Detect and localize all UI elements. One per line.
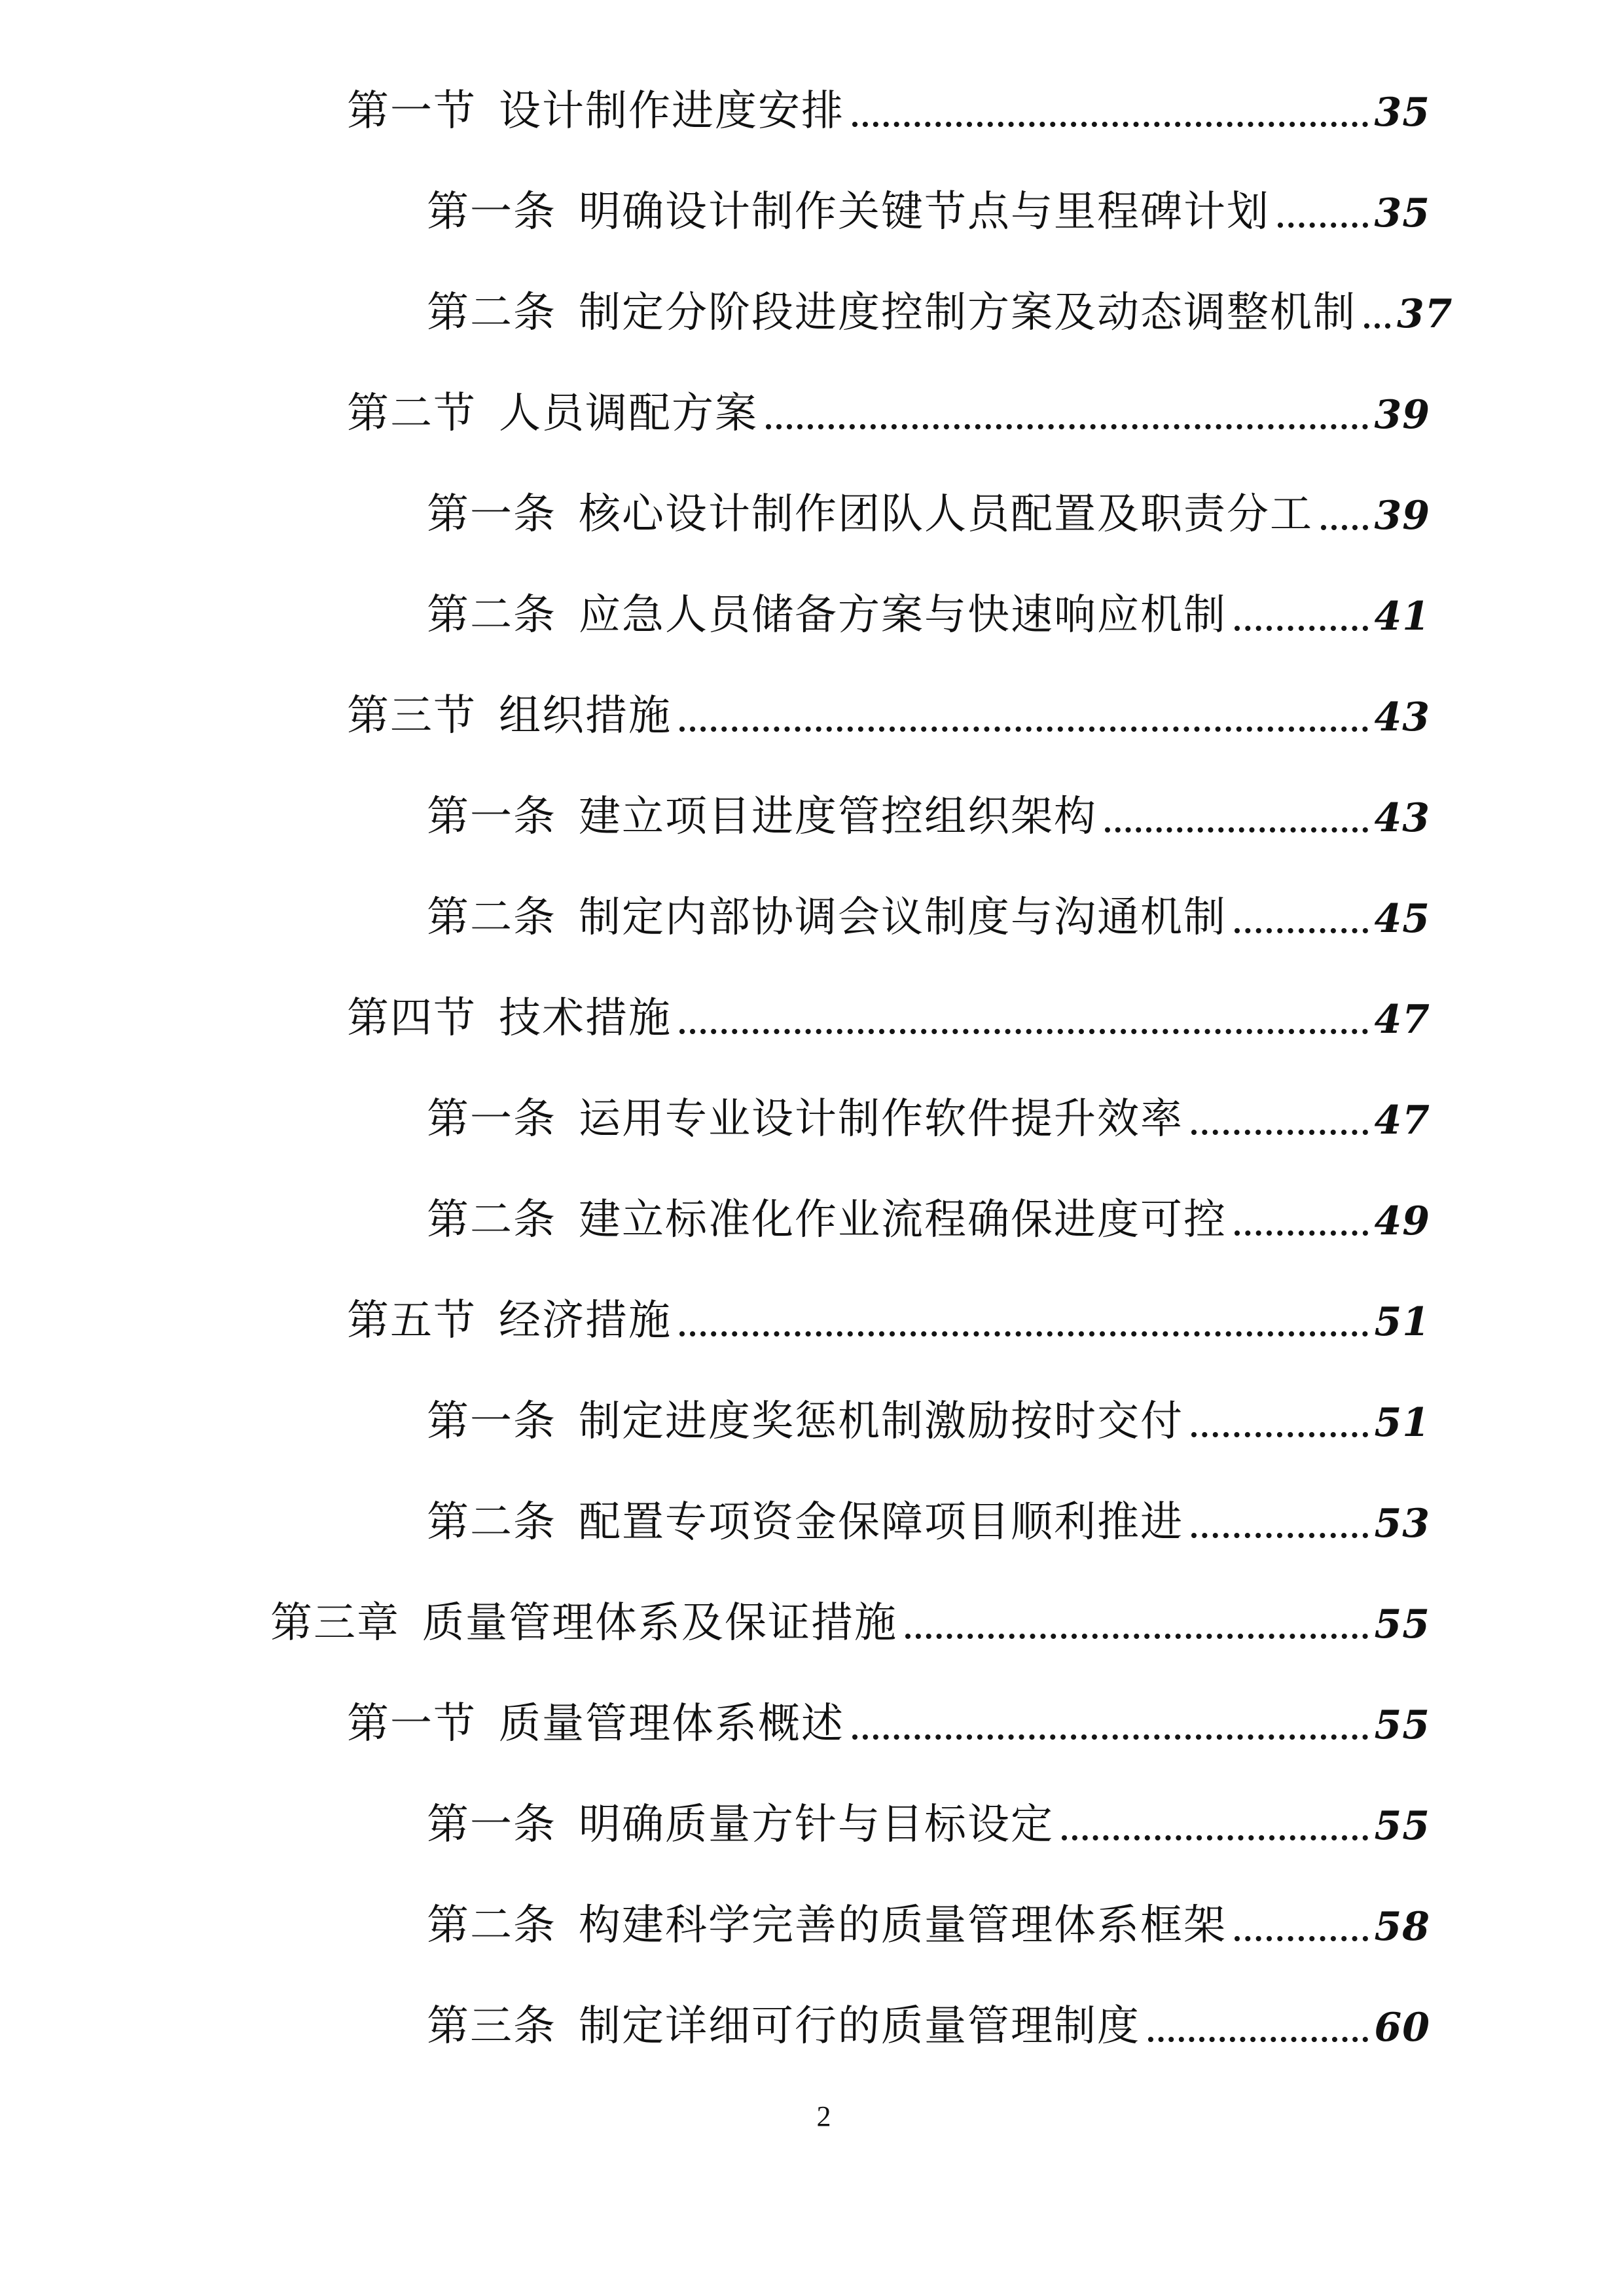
- toc-entry-title: 第一条 制定进度奖惩机制激励按时交付: [427, 1398, 1183, 1444]
- toc-entry-page-number: 47: [1374, 1098, 1430, 1143]
- dot-leader: [679, 1331, 1368, 1336]
- toc-entry[interactable]: [0, 1976, 1624, 2077]
- dot-leader: [1235, 928, 1368, 933]
- toc-entry-page-number: 49: [1374, 1198, 1430, 1244]
- toc-entry-page-number: 35: [1374, 90, 1430, 135]
- dot-leader: [1191, 1533, 1368, 1538]
- toc-entry-page-number: 55: [1374, 1602, 1430, 1647]
- toc-entry-title: 第五节 经济措施: [347, 1297, 672, 1344]
- toc-entry-title: 第二条 配置专项资金保障项目顺利推进: [427, 1499, 1183, 1545]
- dot-leader: [1235, 626, 1368, 631]
- toc-entry-title: 第二节 人员调配方案: [347, 390, 758, 437]
- toc-entry-title: 第二条 应急人员储备方案与快速响应机制: [427, 592, 1227, 638]
- toc-entry-title: 第一条 明确设计制作关键节点与里程碑计划: [427, 188, 1270, 235]
- toc-entry-title: 第四节 技术措施: [347, 995, 672, 1041]
- dot-leader: [1235, 1230, 1368, 1236]
- toc-entry[interactable]: [0, 1875, 1624, 1976]
- toc-entry[interactable]: [0, 1069, 1624, 1170]
- toc-entry[interactable]: [0, 766, 1624, 867]
- dot-leader: [905, 1634, 1368, 1639]
- toc-entry-page-number: 55: [1374, 1803, 1430, 1849]
- dot-leader: [1364, 323, 1390, 329]
- toc-entry-page-number: 41: [1374, 594, 1430, 639]
- toc-entry[interactable]: [0, 867, 1624, 968]
- toc-entry-title: 第三章 质量管理体系及保证措施: [270, 1600, 897, 1646]
- toc-entry[interactable]: [0, 1573, 1624, 1674]
- toc-entry-page-number: 51: [1374, 1299, 1430, 1345]
- toc-entry[interactable]: [0, 1270, 1624, 1371]
- toc-entry[interactable]: [0, 666, 1624, 766]
- dot-leader: [852, 122, 1368, 127]
- toc-entry-page-number: 45: [1374, 896, 1430, 942]
- toc-entry[interactable]: [0, 1371, 1624, 1472]
- toc-entry-title: 第一条 运用专业设计制作软件提升效率: [427, 1096, 1183, 1142]
- page-footer: [0, 2102, 1624, 2131]
- toc-entry-page-number: 39: [1374, 493, 1430, 539]
- table-of-contents: [0, 61, 1624, 2077]
- dot-leader: [1062, 1835, 1368, 1840]
- toc-entry-page-number: 37: [1397, 291, 1453, 337]
- toc-entry-page-number: 43: [1374, 694, 1430, 740]
- toc-entry-title: 第三节 组织措施: [347, 692, 672, 739]
- toc-entry-title: 第三条 制定详细可行的质量管理制度: [427, 2003, 1140, 2049]
- dot-leader: [1235, 1936, 1368, 1941]
- toc-entry-page-number: 58: [1374, 1904, 1430, 1950]
- toc-entry-title: 第二条 制定内部协调会议制度与沟通机制: [427, 894, 1227, 941]
- toc-entry[interactable]: [0, 968, 1624, 1069]
- toc-entry-title: 第一条 明确质量方针与目标设定: [427, 1801, 1054, 1848]
- toc-entry-page-number: 39: [1374, 392, 1430, 438]
- toc-entry-title: 第一条 建立项目进度管控组织架构: [427, 793, 1097, 840]
- dot-leader: [852, 1734, 1368, 1740]
- toc-entry-title: 第二条 构建科学完善的质量管理体系框架: [427, 1902, 1227, 1948]
- dot-leader: [1191, 1130, 1368, 1135]
- dot-leader: [1278, 223, 1368, 228]
- toc-entry-title: 第二条 建立标准化作业流程确保进度可控: [427, 1196, 1227, 1243]
- dot-leader: [1191, 1432, 1368, 1437]
- dot-leader: [679, 1029, 1368, 1034]
- dot-leader: [679, 726, 1368, 732]
- toc-entry[interactable]: [0, 1674, 1624, 1774]
- toc-entry-page-number: 43: [1374, 795, 1430, 841]
- dot-leader: [1105, 827, 1368, 833]
- toc-entry-title: 第一条 核心设计制作团队人员配置及职责分工: [427, 491, 1313, 537]
- toc-entry-page-number: 47: [1374, 997, 1430, 1043]
- toc-entry-page-number: 51: [1374, 1400, 1430, 1446]
- toc-entry-title: 第一节 设计制作进度安排: [347, 88, 844, 134]
- dot-leader: [1321, 525, 1368, 530]
- dot-leader: [1148, 2037, 1368, 2042]
- toc-entry[interactable]: [0, 1170, 1624, 1270]
- toc-entry[interactable]: [0, 162, 1624, 262]
- toc-entry-page-number: 53: [1374, 1501, 1430, 1547]
- toc-entry[interactable]: [0, 363, 1624, 464]
- toc-entry-page-number: 60: [1374, 2005, 1430, 2051]
- toc-entry-page-number: 35: [1374, 190, 1430, 236]
- toc-entry[interactable]: [0, 565, 1624, 666]
- toc-entry[interactable]: [0, 61, 1624, 162]
- toc-entry-title: 第二条 制定分阶段进度控制方案及动态调整机制: [427, 289, 1356, 336]
- toc-entry[interactable]: [0, 1774, 1624, 1875]
- dot-leader: [766, 424, 1368, 429]
- toc-entry-page-number: 55: [1374, 1702, 1430, 1748]
- toc-entry[interactable]: [0, 262, 1624, 363]
- toc-entry-title: 第一节 质量管理体系概述: [347, 1700, 844, 1747]
- toc-entry[interactable]: [0, 1472, 1624, 1573]
- page-number: 2: [816, 2100, 831, 2132]
- toc-entry[interactable]: [0, 464, 1624, 565]
